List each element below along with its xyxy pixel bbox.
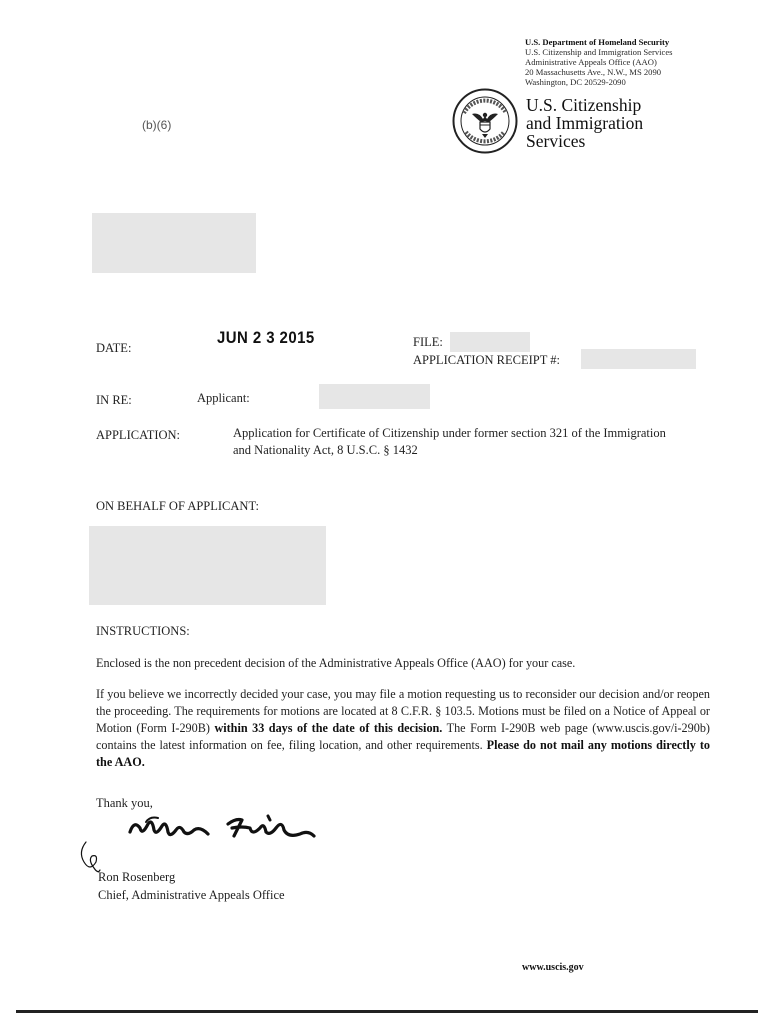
bottom-divider: [16, 1010, 758, 1013]
instructions-paragraph-1: Enclosed is the non precedent decision of the Administrative Appeals Office (AAO) for your case.: [96, 656, 576, 670]
instructions-paragraph-2: [96, 686, 710, 771]
footer-url: www.uscis.gov: [522, 962, 584, 973]
application-text-line2: and Nationality Act, 8 U.S.C. § 1432: [233, 443, 418, 457]
redacted-representative: [89, 526, 326, 605]
agency-name-line: Services: [526, 131, 586, 151]
redaction-code: (b)(6): [142, 118, 172, 132]
in-re-label: IN RE:: [96, 393, 132, 407]
redacted-receipt-number: [581, 349, 696, 369]
deadline-emphasis: within 33 days of the date of this decision.: [214, 721, 443, 735]
para2-text: The Form I-290B web page (www.uscis.gov/i-290b) contains the latest information on fee, filing location, and other requirements.: [96, 721, 710, 752]
agency-name-line: U.S. Citizenship: [526, 95, 642, 115]
redacted-recipient-address: [92, 213, 256, 273]
signer-title: Chief, Administrative Appeals Office: [98, 888, 285, 902]
address-line: Washington, DC 20529-2090: [525, 77, 626, 87]
file-label: FILE:: [413, 335, 443, 349]
no-mail-emphasis: Please do not mail any motions directly to the AAO.: [96, 738, 710, 769]
address-line: U.S. Citizenship and Immigration Services: [525, 47, 673, 57]
para2-text: If you believe we incorrectly decided your case, you may file a motion requesting us to reconsider our decision and/or reopen the proceeding. The requirements for motions are located at 8 C.F.R. § 103.5. Motions must be filed on a Notice of Appeal or Motion (Form I-290B): [96, 687, 710, 735]
redacted-applicant-name: [319, 384, 430, 409]
date-stamp: JUN 2 3 2015: [217, 328, 315, 347]
address-line: Administrative Appeals Office (AAO): [525, 57, 657, 67]
signer-name: Ron Rosenberg: [98, 870, 176, 884]
instructions-heading: INSTRUCTIONS:: [96, 624, 190, 638]
applicant-label: Applicant:: [197, 391, 250, 405]
handwritten-signature: [70, 800, 330, 880]
dhs-seal-icon: [452, 88, 518, 154]
date-label: DATE:: [96, 341, 132, 355]
redacted-file-number: [450, 332, 530, 352]
application-label: APPLICATION:: [96, 428, 181, 442]
on-behalf-label: ON BEHALF OF APPLICANT:: [96, 499, 259, 513]
letterhead-address: [525, 37, 765, 87]
address-line: 20 Massachusetts Ave., N.W., MS 2090: [525, 67, 662, 77]
department-name: U.S. Department of Homeland Security: [525, 37, 670, 47]
receipt-label: APPLICATION RECEIPT #:: [413, 353, 561, 367]
agency-name-line: and Immigration: [526, 113, 644, 133]
agency-name: [526, 96, 643, 150]
application-text-line1: Application for Certificate of Citizenship under former section 321 of the Immigration: [233, 426, 666, 440]
closing-thanks: Thank you,: [96, 796, 153, 810]
